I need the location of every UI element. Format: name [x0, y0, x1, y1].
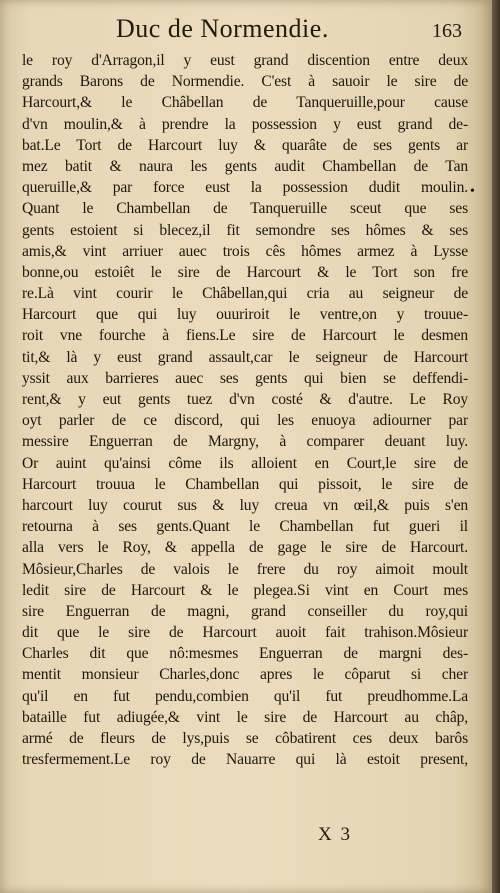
page-header — [24, 14, 468, 48]
text-line: Or auint qu'ainsi côme ils alloient en Court,le sire de — [22, 454, 468, 472]
running-title: Duc de Normendie. — [116, 14, 329, 43]
text-line: ledit sire de Harcourt & le plegea.Si vint en Court mes — [22, 581, 468, 599]
text-line: tresfermement.Le roy de Nauarre qui là estoit present, — [22, 751, 468, 769]
text-line: Harcourt trouua le Chambellan qui pissoit, le sire de — [22, 475, 468, 493]
text-line: tit,& là y eust grand assault,car le seigneur de Harcourt — [22, 348, 468, 366]
text-line: grands Barons de Normendie. C'est à sauoir le sire de — [22, 73, 468, 91]
text-line: gents estoient si blecez,il fit semondre ses hômes & ses — [22, 221, 468, 239]
text-line: bonne,ou estoiêt le sire de Harcourt & le Tort son fre — [22, 263, 468, 281]
text-line: sire Enguerran de magni, grand conseiller du roy,qui — [22, 602, 468, 620]
text-line: roit vne fourche à fiens.Le sire de Harcourt le desmen — [22, 327, 468, 345]
text-line: yssit aux barrieres auec ses gents qui bien se deffendi- — [22, 369, 468, 387]
text-line: bataille fut adiugée,& vint le sire de Harcourt au châp, — [22, 708, 468, 726]
text-line: Charles dit que nô:mesmes Enguerran de margni des- — [22, 645, 468, 663]
text-line: oyt parler de ce discord, qui les enuoya adiourner par — [22, 412, 468, 430]
text-line: re.Là vint courir le Châbellan,qui cria au seigneur de — [22, 285, 468, 303]
text-line: alla vers le Roy, & appella de gage le sire de Harcourt. — [22, 539, 468, 557]
page-number: 163 — [432, 20, 462, 42]
text-line: Quant le Chambellan de Tanqueruille sceut que ses — [22, 200, 468, 218]
text-line: mentit monsieur Charles,donc apres le côparut si cher — [22, 666, 468, 684]
text-line: dit que le sire de Harcourt auoit fait trahison.Môsieur — [22, 624, 468, 642]
text-line: qu'il en fut pendu,combien qu'il fut preudhomme.La — [22, 687, 468, 705]
text-line: Harcourt que qui luy ouuriroit le ventre,on y trouue- — [22, 306, 468, 324]
text-line: Môsieur,Charles de valois le frere du roy aimoit moult — [22, 560, 468, 578]
text-line: Harcourt,& le Châbellan de Tanqueruille,pour cause — [22, 94, 468, 112]
text-line: le roy d'Arragon,il y eust grand discention entre deux — [22, 52, 468, 69]
text-line: bat.Le Tort de Harcourt luy & quarâte de ses gents ar — [22, 136, 468, 154]
margin-marker: • — [470, 184, 475, 199]
text-line: queruille,& par force eust la possession dudit moulin. — [22, 179, 468, 197]
text-line: armé de fleurs de lys,puis se côbatirent ces deux barôs — [22, 730, 468, 747]
text-line: harcourt luy courut sus & luy creua vn œil,& puis s'en — [22, 496, 468, 514]
text-line: d'vn moulin,& à prendre la possession y eust grand de- — [22, 115, 468, 133]
text-line: rent,& y eut gents tuez d'vn costé & d'autre. Le Roy — [22, 391, 468, 408]
text-line: mez batit & naura les gents audit Chambellan de Tan — [22, 157, 468, 175]
page-edge — [492, 0, 500, 893]
text-line: messire Enguerran de Margny, à comparer deuant luy. — [22, 433, 468, 451]
signature-mark: X 3 — [318, 824, 352, 845]
text-line: retourna à ses gents.Quant le Chambellan fut gueri il — [22, 518, 468, 536]
text-line: amis,& vint arriuer auec trois cês hômes armez à Lysse — [22, 242, 468, 260]
body-text — [22, 50, 468, 770]
